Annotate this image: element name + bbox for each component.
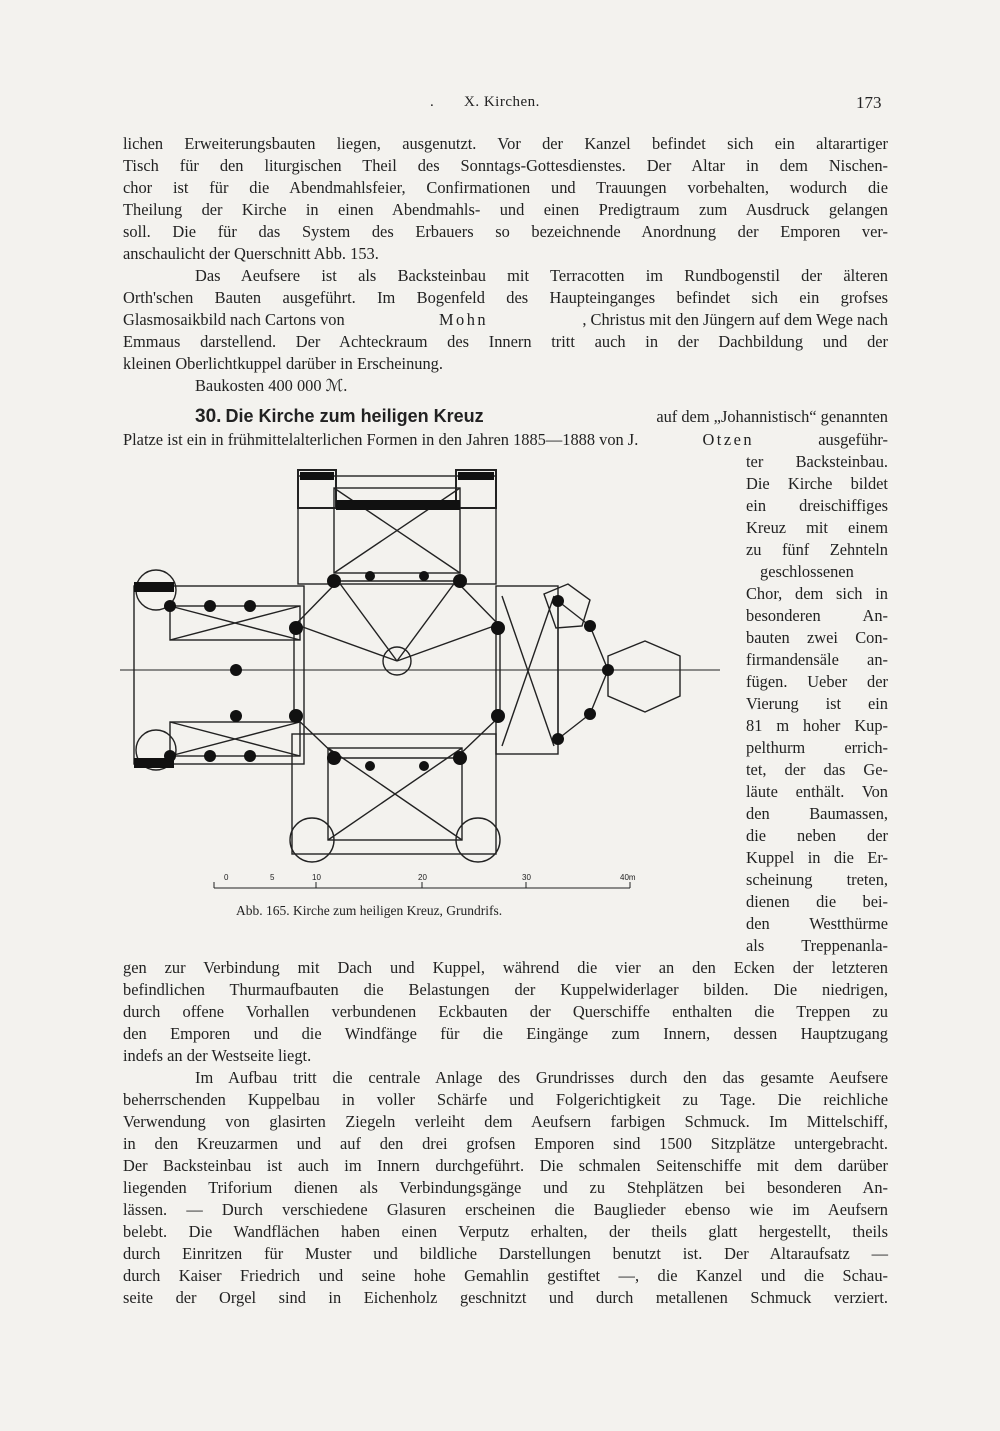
side-line: tet, der das Ge-	[746, 760, 888, 779]
side-line: dienen die bei-	[746, 892, 888, 911]
text-line-with-name	[123, 310, 888, 330]
side-line: firmandensäle an-	[746, 650, 888, 669]
side-line: bauten zwei Con-	[746, 628, 888, 647]
side-line: ein dreischiffiges	[746, 496, 888, 515]
side-line: den Westthürme	[746, 914, 888, 933]
side-line: zu fünf Zehnteln	[746, 540, 888, 559]
pillars	[134, 472, 614, 771]
text-line: Der Backsteinbau ist auch im Innern durchgeführt. Die schmalen Seitenschiffe mit dem darüber	[123, 1156, 888, 1175]
text-line: belebt. Die Wandflächen haben einen Verputz erhalten, der theils glatt hergestellt, theils	[123, 1222, 888, 1241]
text-line: Das Aeufsere ist als Backsteinbau mit Terracotten im Rundbogenstil der älteren	[195, 266, 888, 285]
text-line: kleinen Oberlichtkuppel darüber in Erscheinung.	[123, 354, 443, 373]
text-line: Im Aufbau tritt die centrale Anlage des Grundrisses durch den das gesamte Aeufsere	[195, 1068, 888, 1087]
side-line: besonderen An-	[746, 606, 888, 625]
text-line: lässen. — Durch verschiedene Glasuren erscheinen die Bauglieder ebenso wie im Aeufsern	[123, 1200, 888, 1219]
side-line: als Treppenanla-	[746, 936, 888, 955]
section-title: Die Kirche zum heiligen Kreuz	[225, 406, 484, 426]
text-fragment: , Christus mit den Jüngern auf dem Wege nach	[582, 310, 888, 329]
text-fragment: Platze ist ein in frühmittelalterlichen Formen in den Jahren 1885—1888 von J.	[123, 430, 639, 449]
side-line: läute enthält. Von	[746, 782, 888, 801]
section-number: 30.	[195, 406, 222, 427]
side-line: scheinung treten,	[746, 870, 888, 889]
person-name-otzen: Otzen	[702, 430, 755, 449]
text-line: Theilung der Kirche in einen Abendmahls- und einen Predigtraum zum Ausdruck gelangen	[123, 200, 888, 219]
text-line: befindlichen Thurmaufbauten die Belastungen der Kuppelwiderlager bilden. Die niedrigen,	[123, 980, 888, 999]
header-dot: .	[430, 94, 434, 110]
text-line: Emmaus darstellend. Der Achteckraum des Innern tritt auch in der Dachbildung und der	[123, 332, 888, 351]
text-line: liegenden Triforium dienen als Verbindungsgänge und zu Stehplätzen bei besonderen An-	[123, 1178, 888, 1197]
scale-label: 30	[522, 873, 531, 882]
section-heading-rest: auf dem „Johannistisch“ genannten	[656, 407, 888, 426]
side-line: Vierung ist ein	[746, 694, 888, 713]
text-line: Verwendung von glasirten Ziegeln verleiht dem Aeufsern farbigen Schmuck. Im Mittelschiff,	[123, 1112, 888, 1131]
side-line: ter Backsteinbau.	[746, 452, 888, 471]
section-line-2	[123, 430, 888, 450]
person-name-mohn: Mohn	[438, 310, 489, 329]
scale-label: 0	[224, 873, 229, 882]
scale-label: 10	[312, 873, 321, 882]
side-line: Chor, dem sich in	[746, 584, 888, 603]
west-arm	[134, 586, 304, 764]
scale-label: 20	[418, 873, 427, 882]
text-line: anschaulicht der Querschnitt Abb. 153.	[123, 244, 379, 263]
text-line: durch offene Vorhallen verbundenen Eckbauten der Querschiffe enthalten die Treppen zu	[123, 1002, 888, 1021]
text-line: indefs an der Westseite liegt.	[123, 1046, 312, 1065]
side-line: pelthurm errich-	[746, 738, 888, 757]
scale-label: 40m	[620, 873, 636, 882]
text-line: lichen Erweiterungsbauten liegen, ausgenutzt. Vor der Kanzel befindet sich ein altarartiger	[123, 134, 888, 153]
text-fragment: ausgeführ-	[818, 430, 888, 449]
scale-bar	[210, 868, 640, 903]
text-line: durch Kaiser Friedrich und seine hohe Gemahlin gestiftet —, die Kanzel und die Schau-	[123, 1266, 888, 1285]
side-line: den Baumassen,	[746, 804, 888, 823]
cost-line: Baukosten 400 000 ℳ.	[195, 376, 348, 395]
figure-caption: Abb. 165. Kirche zum heiligen Kreuz, Grundrifs.	[236, 903, 503, 918]
text-line: gen zur Verbindung mit Dach und Kuppel, während die vier an den Ecken der letzteren	[123, 958, 888, 977]
side-line: Kreuz mit einem	[746, 518, 888, 537]
side-line: die neben der	[746, 826, 888, 845]
side-line: fügen. Ueber der	[746, 672, 888, 691]
page-number: 173	[856, 93, 882, 112]
text-line: Tisch für den liturgischen Theil des Sonntags-Gottesdienstes. Der Altar in dem Nischen-	[123, 156, 888, 175]
side-line: Die Kirche bildet	[746, 474, 888, 493]
side-line: 81 m hoher Kup-	[746, 716, 888, 735]
text-line: in den Kreuzarmen und auf den drei grofsen Emporen sind 1500 Sitzplätze untergebracht.	[123, 1134, 888, 1153]
running-title: X. Kirchen.	[464, 94, 540, 110]
text-line: seite der Orgel sind in Eichenholz geschnitzt und durch metallenen Schmuck verziert.	[123, 1288, 888, 1307]
floor-plan-figure	[120, 466, 730, 871]
text-line: den Emporen und die Windfänge für die Eingänge zum Innern, dessen Hauptzugang	[123, 1024, 888, 1043]
section-heading	[195, 406, 888, 427]
side-line: geschlossenen	[760, 562, 854, 581]
scale-label: 5	[270, 873, 275, 882]
text-line: chor ist für die Abendmahlsfeier, Confirmationen und Trauungen vorbehalten, wodurch die	[123, 178, 888, 197]
text-line: beherrschenden Kuppelbau in voller Schärfe und Folgerichtigkeit zu Tage. Die reichliche	[123, 1090, 888, 1109]
text-fragment: Glasmosaikbild nach Cartons von	[123, 310, 345, 329]
text-line: Orth'schen Bauten ausgeführt. Im Bogenfeld des Haupteinganges befindet sich ein grofses	[123, 288, 888, 307]
text-line: durch Einritzen für Muster und bildliche Darstellungen benutzt ist. Der Altaraufsatz —	[123, 1244, 888, 1263]
text-line: soll. Die für das System des Erbauers so bezeichnende Anordnung der Emporen ver-	[123, 222, 888, 241]
side-line: Kuppel in die Er-	[746, 848, 888, 867]
